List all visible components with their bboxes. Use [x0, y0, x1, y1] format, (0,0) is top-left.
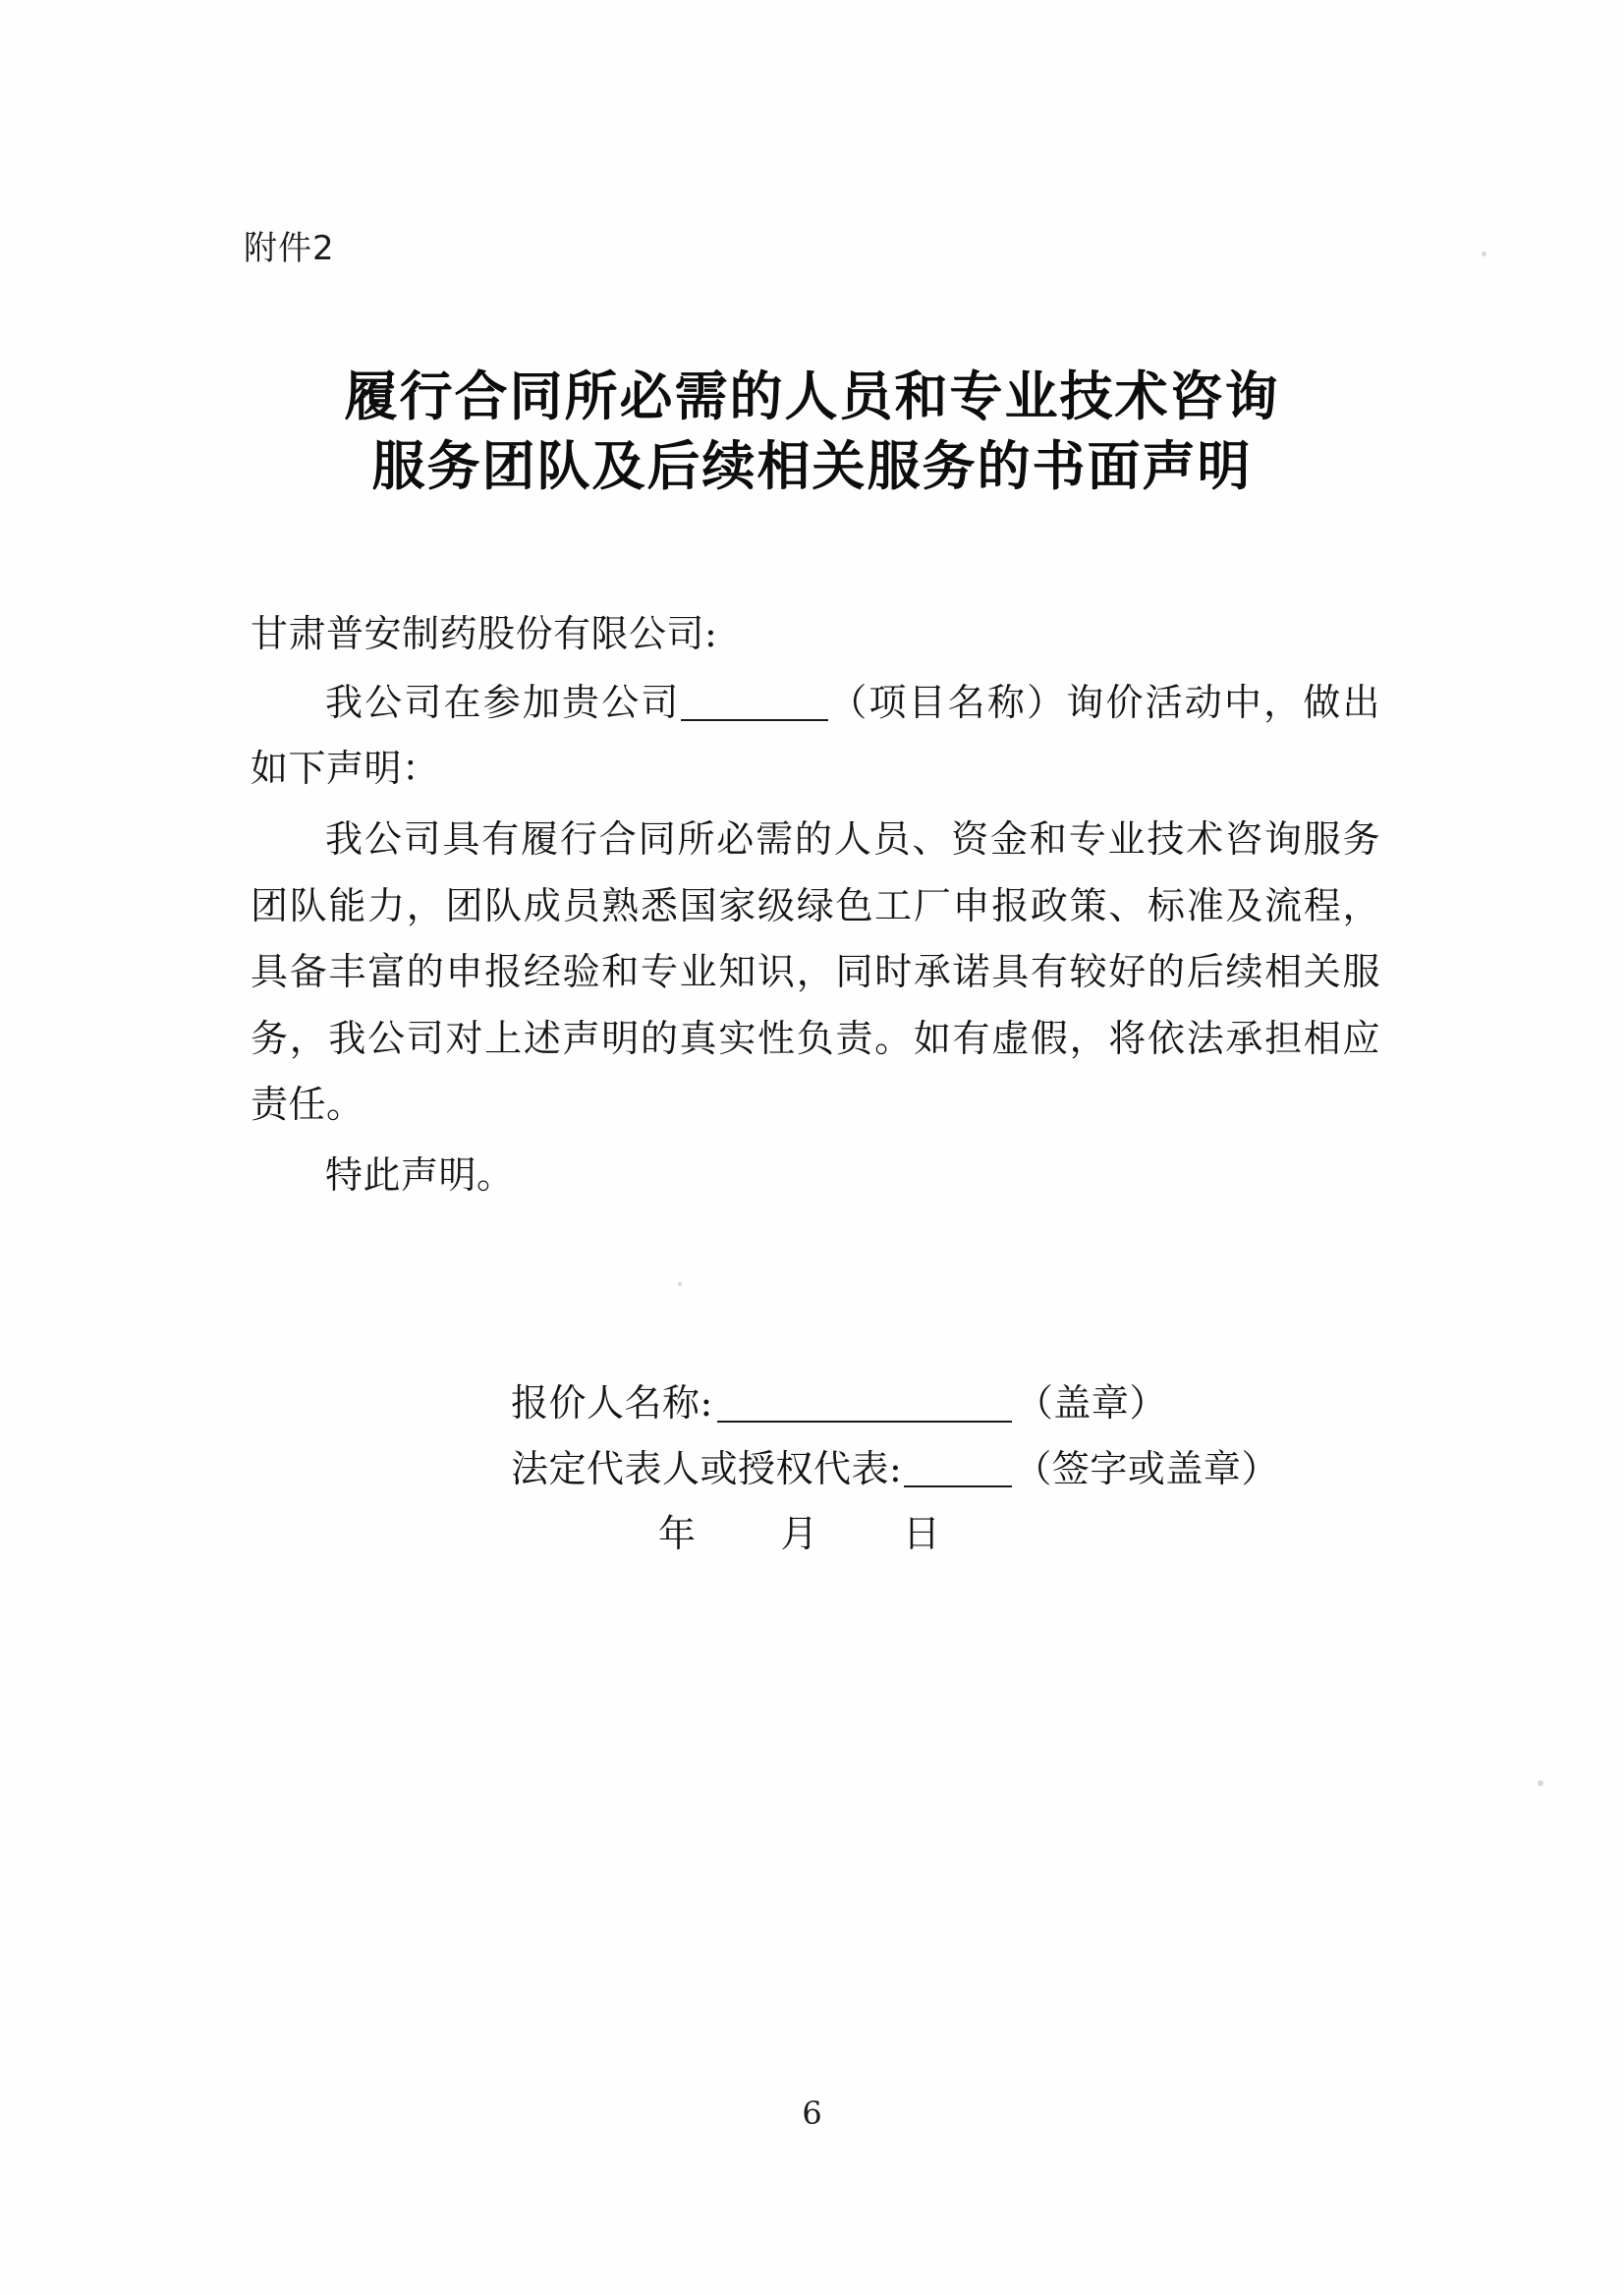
paragraph-1-after-blank: （项目名称）询价活动中，做出如下声明： — [251, 680, 1380, 791]
paragraph-statement: 我公司具有履行合同所必需的人员、资金和专业技术咨询服务团队能力，团队成员熟悉国家级绿色工厂申报政策、标准及流程，具备丰富的申报经验和专业知识，同时承诺具有较好的后续相关服务，我公司对上述声明的真实性负责。如有虚假，将依法承担相应责任。 — [251, 816, 1380, 1127]
representative-row — [511, 1436, 1279, 1502]
bidder-name-row — [511, 1371, 1279, 1436]
salutation: 甘肃普安制药股份有限公司: — [251, 612, 718, 655]
bidder-name-blank[interactable] — [717, 1383, 1012, 1423]
paragraph-1-before-blank: 我公司在参加贵公司 — [325, 680, 681, 724]
signature-block — [511, 1371, 1279, 1567]
paragraph-project-name — [251, 670, 1380, 803]
project-name-blank[interactable] — [681, 682, 828, 721]
bidder-name-label: 报价人名称: — [511, 1381, 713, 1425]
bidder-name-suffix: （盖章） — [1015, 1381, 1167, 1425]
date-year-label: 年 — [658, 1512, 697, 1555]
scan-speck — [1538, 1780, 1543, 1786]
representative-blank[interactable] — [904, 1448, 1012, 1487]
document-body — [251, 601, 1380, 1209]
date-day-label: 日 — [903, 1512, 941, 1555]
page-title-line-2: 服务团队及后续相关服务的书面声明 — [371, 434, 1253, 498]
scan-speck — [1482, 252, 1486, 256]
page-title — [0, 362, 1624, 502]
date-month-label: 月 — [780, 1512, 819, 1555]
date-row — [658, 1501, 1279, 1567]
scan-speck — [678, 1282, 682, 1286]
paragraph-closing: 特此声明。 — [325, 1153, 515, 1197]
attachment-label: 附件2 — [244, 229, 335, 268]
page-title-line-1: 履行合同所必需的人员和专业技术咨询 — [344, 364, 1280, 427]
representative-suffix: （签字或盖章） — [1014, 1446, 1279, 1490]
representative-label: 法定代表人或授权代表: — [511, 1446, 903, 1490]
page-number: 6 — [802, 2095, 822, 2132]
